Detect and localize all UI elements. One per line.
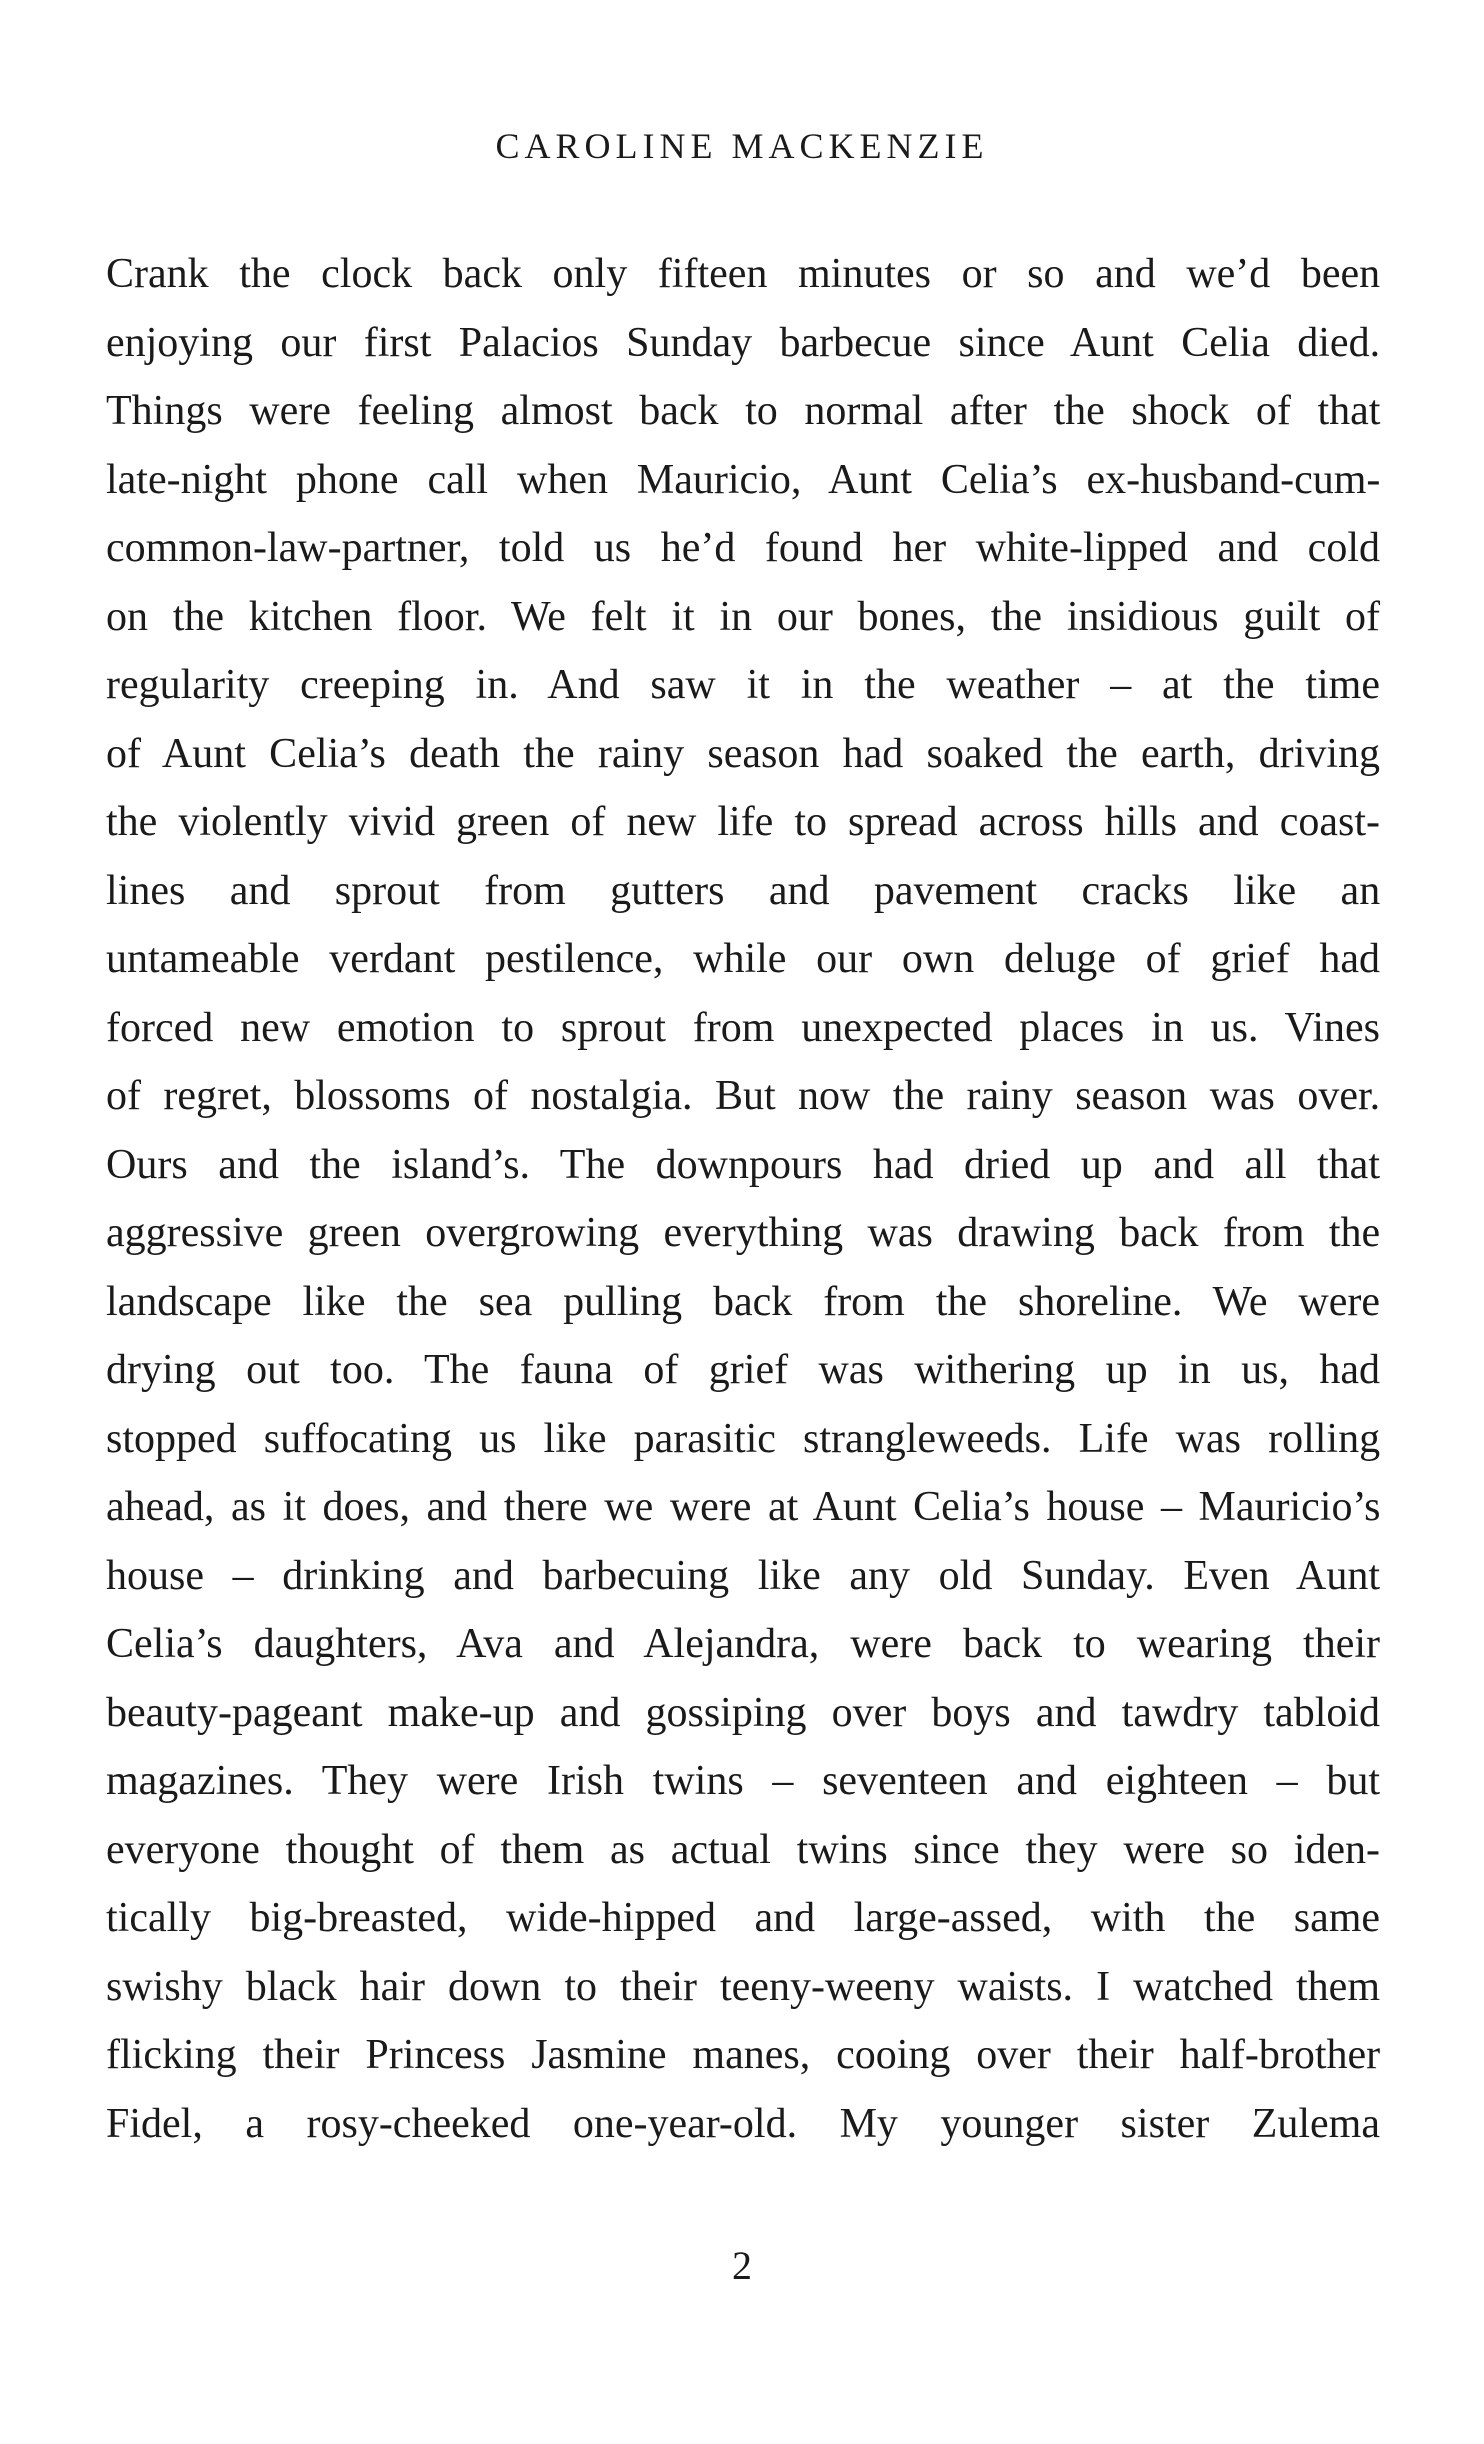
text-line: everyone thought of them as actual twins since they were so iden-: [106, 1826, 1380, 1873]
text-line: ahead, as it does, and there we were at Aunt Celia’s house – Mauricio’s: [106, 1484, 1381, 1530]
text-line: landscape like the sea pulling back from the shoreline. We were: [106, 1278, 1380, 1325]
text-line: regularity creeping in. And saw it in the weather – at the time: [106, 662, 1380, 708]
text-line: the violently vivid green of new life to spread across hills and coast-: [106, 799, 1380, 845]
running-head: CAROLINE MACKENZIE: [495, 126, 989, 166]
text-line: swishy black hair down to their teeny-weeny waists. I watched them: [106, 1963, 1380, 2010]
page-number: 2: [732, 2243, 752, 2288]
text-line: beauty-pageant make-up and gossiping over boys and tawdry tabloid: [106, 1689, 1381, 1736]
text-line: Fidel, a rosy-cheeked one-year-old. My younger sister Zulema: [106, 2100, 1380, 2147]
text-line: untameable verdant pestilence, while our own deluge of grief had: [106, 936, 1380, 982]
text-line: Ours and the island’s. The downpours had dried up and all that: [106, 1141, 1380, 1188]
text-line: Things were feeling almost back to normal after the shock of that: [106, 388, 1381, 434]
text-line: lines and sprout from gutters and pavement cracks like an: [106, 867, 1381, 914]
text-line: drying out too. The fauna of grief was withering up in us, had: [106, 1347, 1381, 1393]
text-line: stopped suffocating us like parasitic strangleweeds. Life was rolling: [106, 1415, 1381, 1462]
text-line: house – drinking and barbecuing like any old Sunday. Even Aunt: [106, 1552, 1380, 1599]
text-line: flicking their Princess Jasmine manes, cooing over their half-brother: [106, 2032, 1381, 2078]
body-text: [106, 240, 1380, 2158]
text-line: of regret, blossoms of nostalgia. But now the rainy season was over.: [106, 1073, 1381, 1119]
text-line: common-law-partner, told us he’d found her white-lipped and cold: [106, 525, 1380, 571]
text-line: Crank the clock back only fifteen minutes or so and we’d been: [106, 251, 1381, 297]
text-line: aggressive green overgrowing everything was drawing back from the: [106, 1210, 1381, 1256]
text-line: tically big-breasted, wide-hipped and large-assed, with the same: [106, 1895, 1381, 1941]
text-line: Celia’s daughters, Ava and Alejandra, were back to wearing their: [106, 1621, 1380, 1667]
text-line: on the kitchen floor. We felt it in our bones, the insidious guilt of: [106, 593, 1380, 640]
text-line: magazines. They were Irish twins – seventeen and eighteen – but: [106, 1758, 1381, 1804]
text-line: enjoying our first Palacios Sunday barbecue since Aunt Celia died.: [106, 319, 1381, 366]
text-line: forced new emotion to sprout from unexpected places in us. Vines: [106, 1004, 1380, 1051]
text-line: late-night phone call when Mauricio, Aunt Celia’s ex-husband-cum-: [106, 456, 1381, 503]
text-line: of Aunt Celia’s death the rainy season had soaked the earth, driving: [106, 730, 1380, 777]
